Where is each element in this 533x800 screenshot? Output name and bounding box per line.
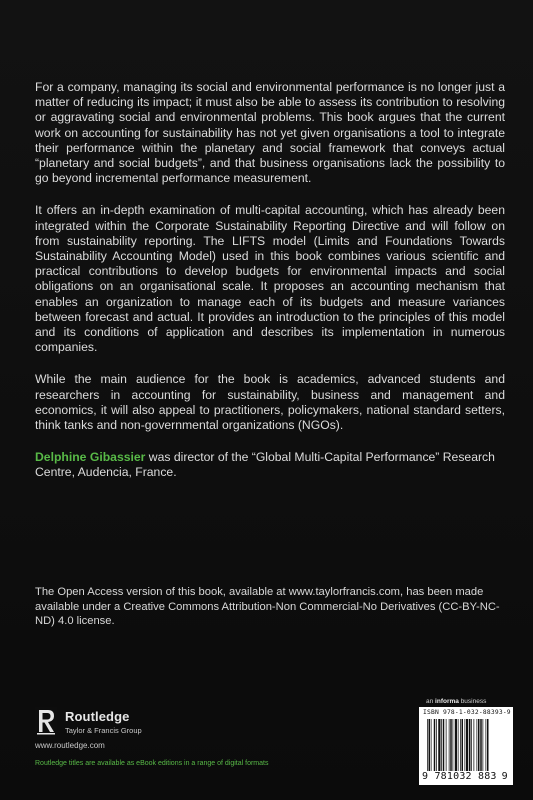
barcode-digits [422, 771, 508, 782]
author-name: Delphine Gibassier [35, 450, 146, 465]
barcode-bar [434, 719, 436, 771]
barcode-bar [436, 719, 437, 771]
publisher-website: www.routledge.com [35, 741, 105, 750]
blurb-paragraph-2: It offers an in-depth examination of multi-capital accounting, which has already been integrated within the Corporate Sustainability Reporting Directive and will follow on from sustainability reporting. The LIFTS model (Limits and Foundations Towards Sustainability Accounting Model) used in this book combines various scientific and practical contributions to develop budgets for environmental impacts and social obligations on an organisational scale. It proposes an accounting mechanism that enables an organization to manage each of its budgets and measure variances between forecast and actual. It provides an introduction to the principles of this model and its conditions of application and describes its implementation in numerous companies. [35, 203, 505, 355]
barcode-bar [483, 719, 484, 771]
informa-suffix: business [458, 698, 487, 705]
barcode-digits-main: 9 781032 883 [422, 771, 497, 782]
barcode-digits-end: 9 [501, 771, 508, 782]
barcode-bar [486, 719, 487, 771]
isbn-number: ISBN 978-1-032-88393-9 [423, 709, 511, 716]
barcode-bar [443, 719, 445, 771]
barcode-bar [480, 719, 482, 771]
barcode-bar [460, 719, 461, 771]
ebook-note: Routledge titles are available as eBook editions in a range of digital formats [35, 760, 269, 767]
barcode-icon [427, 719, 507, 771]
barcode-bar [427, 719, 428, 771]
isbn-barcode [419, 707, 513, 785]
barcode-bar [469, 719, 471, 771]
routledge-logo [35, 707, 235, 737]
barcode-bar [471, 719, 472, 771]
informa-prefix: an [426, 698, 436, 705]
barcode-bar [462, 719, 464, 771]
barcode-bar [429, 719, 431, 771]
blurb [35, 80, 505, 481]
publisher-name: Routledge [65, 709, 130, 724]
author-bio [35, 450, 505, 480]
barcode-bar [458, 719, 459, 771]
open-access-note: The Open Access version of this book, available at www.taylorfrancis.com, has been made available under a Creative Commons Attribution-Non Commercial-No Derivatives (CC-BY-NC-ND) 4.0 license. [35, 586, 500, 627]
author-bio-text: was director of the “Global Multi-Capital Performance” Research Centre, Audencia, France. [35, 450, 495, 480]
barcode-bar [477, 719, 478, 771]
informa-business-label [426, 698, 486, 705]
barcode-bar [465, 719, 466, 771]
barcode-bar [487, 719, 489, 771]
barcode-bar [438, 719, 440, 771]
blurb-paragraph-3: While the main audience for the book is academics, advanced students and researchers in accounting for sustainability, business and management and economics, it will also appeal to practitioners, policymakers, national standard setters, think tanks and non-governmental organizations (NGOs). [35, 372, 505, 433]
barcode-bar [478, 719, 480, 771]
routledge-r-icon [35, 707, 57, 735]
barcode-bar [453, 719, 454, 771]
barcode-bar [455, 719, 457, 771]
informa-brand: informa [435, 698, 459, 705]
barcode-bar [450, 719, 452, 771]
barcode-bar [441, 719, 442, 771]
barcode-bar [466, 719, 468, 771]
barcode-bar [449, 719, 450, 771]
blurb-paragraph-1: For a company, managing its social and environmental performance is no longer just a matter of reducing its impact; it must also be able to assess its contribution to resolving or aggravating social and environmental problems. This book argues that the current work on accounting for sustainability has not yet given organisations a tool to integrate their performance within the planetary and social framework that conveys actual “planetary and social budgets”, and that business organisations lack the possibility to go beyond incremental performance measurement. [35, 80, 505, 186]
publisher-group: Taylor & Francis Group [65, 726, 142, 735]
barcode-bar [446, 719, 447, 771]
barcode-bar [431, 719, 432, 771]
barcode-bar [474, 719, 475, 771]
